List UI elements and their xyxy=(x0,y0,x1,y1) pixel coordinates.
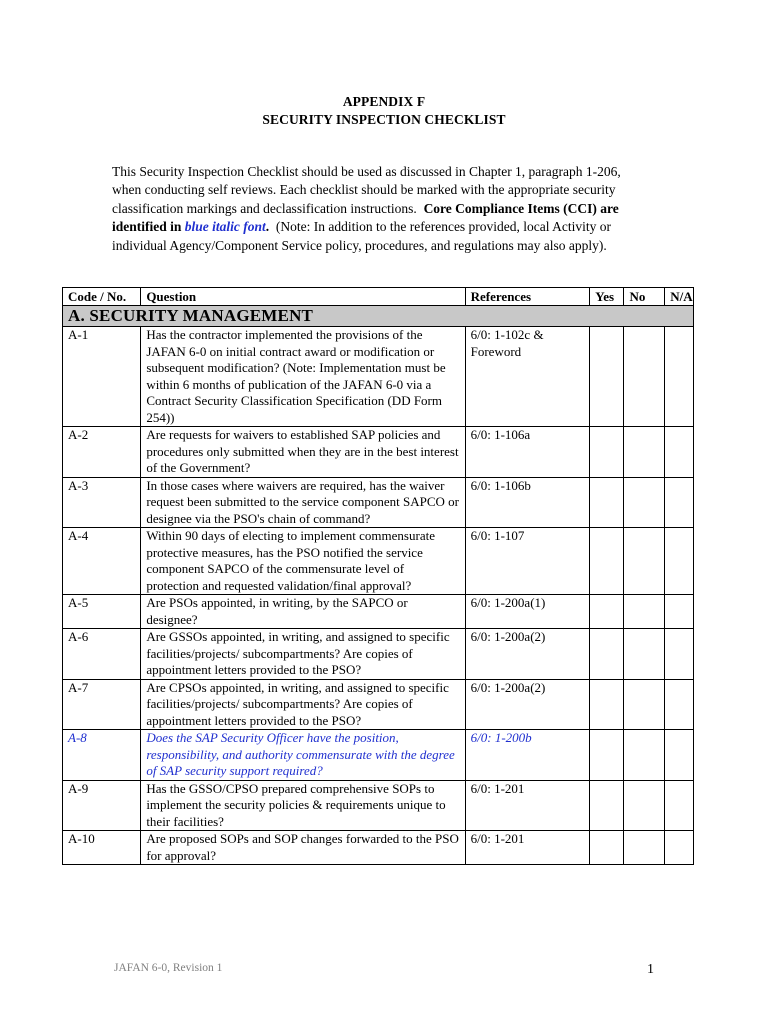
na-checkbox-cell[interactable] xyxy=(665,679,694,730)
row-reference: 6/0: 1-102c & Foreword xyxy=(465,327,590,427)
na-checkbox-cell[interactable] xyxy=(665,730,694,781)
yes-checkbox-cell[interactable] xyxy=(590,327,624,427)
no-checkbox-cell[interactable] xyxy=(624,595,665,629)
yes-checkbox-cell[interactable] xyxy=(590,528,624,595)
footer-document-id: JAFAN 6-0, Revision 1 xyxy=(114,962,223,974)
row-code: A-3 xyxy=(63,477,141,528)
na-checkbox-cell[interactable] xyxy=(665,595,694,629)
table-row xyxy=(63,780,694,831)
row-reference: 6/0: 1-201 xyxy=(465,780,590,831)
yes-checkbox-cell[interactable] xyxy=(590,730,624,781)
cci-note: Core Compliance Items (CCI) are identified in xyxy=(112,200,619,235)
row-question: Are requests for waivers to established SAP policies and procedures only submitted when they are in the best interest of the Government? xyxy=(141,427,465,478)
no-checkbox-cell[interactable] xyxy=(624,730,665,781)
row-code: A-4 xyxy=(63,528,141,595)
appendix-label: APPENDIX F xyxy=(342,94,426,109)
no-checkbox-cell[interactable] xyxy=(624,780,665,831)
intro-text: This Security Inspection Checklist should be used as discussed in Chapter 1, paragraph 1-206, when conducting self reviews. Each checklist should be marked with the appropriate security classification markings and declassification instructions. xyxy=(112,164,621,216)
row-code: A-6 xyxy=(63,629,141,680)
column-header-no: No xyxy=(624,288,665,306)
row-question: Are PSOs appointed, in writing, by the SAPCO or designee? xyxy=(141,595,465,629)
row-code: A-9 xyxy=(63,780,141,831)
row-reference: 6/0: 1-200a(1) xyxy=(465,595,590,629)
document-title: SECURITY INSPECTION CHECKLIST xyxy=(262,112,506,127)
row-question: Within 90 days of electing to implement commensurate protective measures, has the PSO notified the service component SAPCO of the commensurate level of protection and requested validation/final approval? xyxy=(141,528,465,595)
row-question: Are proposed SOPs and SOP changes forwarded to the PSO for approval? xyxy=(141,831,465,865)
row-reference: 6/0: 1-200b xyxy=(465,730,590,781)
no-checkbox-cell[interactable] xyxy=(624,528,665,595)
no-checkbox-cell[interactable] xyxy=(624,327,665,427)
section-row xyxy=(63,306,694,327)
yes-checkbox-cell[interactable] xyxy=(590,679,624,730)
na-checkbox-cell[interactable] xyxy=(665,528,694,595)
row-reference: 6/0: 1-200a(2) xyxy=(465,679,590,730)
cci-font-example: blue italic font xyxy=(184,219,266,235)
row-question: Are GSSOs appointed, in writing, and assigned to specific facilities/projects/ subcompartments? Are copies of appointment letters provided to the PSO? xyxy=(141,629,465,680)
intro-note: (Note: In addition to the references provided, local Activity or individual Agency/Component Service policy, procedures, and regulations may also apply). xyxy=(112,219,612,253)
row-code: A-1 xyxy=(63,327,141,427)
no-checkbox-cell[interactable] xyxy=(624,427,665,478)
yes-checkbox-cell[interactable] xyxy=(590,629,624,680)
na-checkbox-cell[interactable] xyxy=(665,831,694,865)
row-question: Are CPSOs appointed, in writing, and assigned to specific facilities/projects/ subcompartments? Are copies of appointment letters provided to the PSO? xyxy=(141,679,465,730)
table-header xyxy=(63,288,694,306)
row-code: A-5 xyxy=(63,595,141,629)
table-row xyxy=(63,679,694,730)
row-question: Does the SAP Security Officer have the position, responsibility, and authority commensurate with the degree of SAP security support required? xyxy=(141,730,465,781)
table-row xyxy=(63,629,694,680)
table-row xyxy=(63,327,694,427)
yes-checkbox-cell[interactable] xyxy=(590,427,624,478)
table-row-cci xyxy=(63,730,694,781)
row-reference: 6/0: 1-106b xyxy=(465,477,590,528)
row-code: A-7 xyxy=(63,679,141,730)
table-row xyxy=(63,427,694,478)
column-header-na: N/A xyxy=(665,288,694,306)
no-checkbox-cell[interactable] xyxy=(624,831,665,865)
section-title: A. SECURITY MANAGEMENT xyxy=(63,306,694,327)
column-header-references: References xyxy=(465,288,590,306)
table-row xyxy=(63,528,694,595)
na-checkbox-cell[interactable] xyxy=(665,780,694,831)
no-checkbox-cell[interactable] xyxy=(624,679,665,730)
row-reference: 6/0: 1-107 xyxy=(465,528,590,595)
row-code: A-10 xyxy=(63,831,141,865)
row-reference: 6/0: 1-201 xyxy=(465,831,590,865)
table-row xyxy=(63,477,694,528)
column-header-question: Question xyxy=(141,288,465,306)
na-checkbox-cell[interactable] xyxy=(665,629,694,680)
yes-checkbox-cell[interactable] xyxy=(590,831,624,865)
no-checkbox-cell[interactable] xyxy=(624,629,665,680)
row-reference: 6/0: 1-106a xyxy=(465,427,590,478)
yes-checkbox-cell[interactable] xyxy=(590,595,624,629)
row-question: Has the GSSO/CPSO prepared comprehensive SOPs to implement the security policies & requirements unique to their facilities? xyxy=(141,780,465,831)
column-header-yes: Yes xyxy=(590,288,624,306)
cci-period: . xyxy=(265,219,270,235)
row-code: A-8 xyxy=(63,730,141,781)
table-row xyxy=(63,831,694,865)
na-checkbox-cell[interactable] xyxy=(665,327,694,427)
row-reference: 6/0: 1-200a(2) xyxy=(465,629,590,680)
table-row xyxy=(63,595,694,629)
page-number: 1 xyxy=(647,962,654,977)
intro-paragraph xyxy=(112,163,652,255)
no-checkbox-cell[interactable] xyxy=(624,477,665,528)
row-code: A-2 xyxy=(63,427,141,478)
checklist-table xyxy=(62,287,694,865)
row-question: Has the contractor implemented the provisions of the JAFAN 6-0 on initial contract award or modification or subsequent modification? (Note: Implementation must be within 6 months of publication of the JAFAN 6-0 via a Contract Security Classification Specification (DD Form 254)) xyxy=(141,327,465,427)
yes-checkbox-cell[interactable] xyxy=(590,477,624,528)
na-checkbox-cell[interactable] xyxy=(665,477,694,528)
na-checkbox-cell[interactable] xyxy=(665,427,694,478)
yes-checkbox-cell[interactable] xyxy=(590,780,624,831)
row-question: In those cases where waivers are required, has the waiver request been submitted to the service component SAPCO or designee via the PSO's chain of command? xyxy=(141,477,465,528)
column-header-code: Code / No. xyxy=(63,288,141,306)
